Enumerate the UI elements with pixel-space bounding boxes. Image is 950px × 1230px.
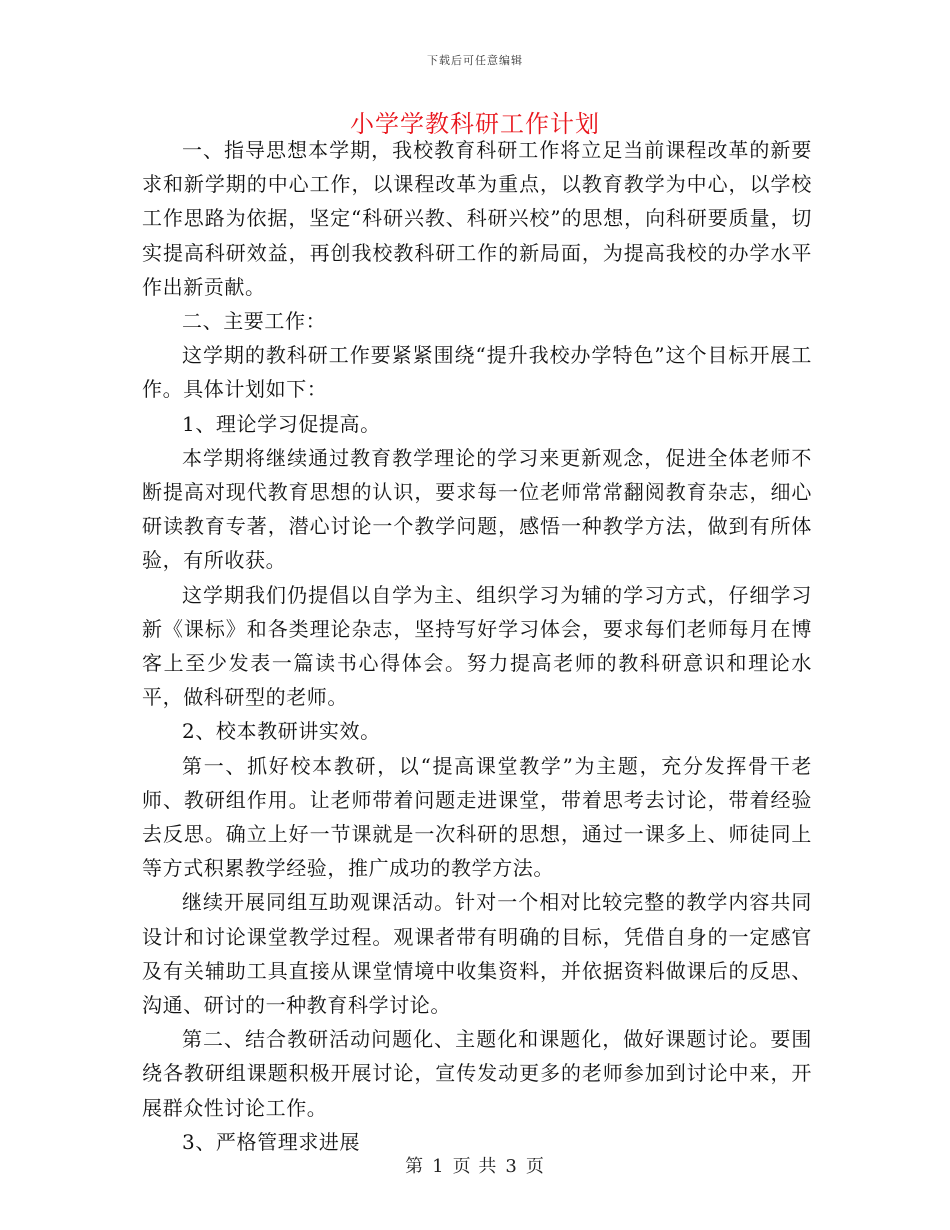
paragraph-topic-research: 第二、结合教研活动问题化、主题化和课题化，做好课题讨论。要围绕各教研组课题积极开展讨论，宣传发动更多的老师参加到讨论中来，开展群众性讨论工作。 bbox=[142, 1027, 812, 1120]
paragraph-section-1-heading: 1、理论学习促提高。 bbox=[182, 411, 381, 436]
paragraph-section-3-heading: 3、严格管理求进展 bbox=[182, 1129, 361, 1154]
document-body bbox=[142, 133, 812, 1159]
paragraph-peer-observation: 继续开展同组互助观课活动。针对一个相对比较完整的教学内容共同设计和讨论课堂教学过程。观课者带有明确的目标，凭借自身的一定感官及有关辅助工具直接从课堂情境中收集资料，并依据资料做课后的反思、沟通、研讨的一种教育科学讨论。 bbox=[142, 890, 812, 1018]
footer-page-number: 1 bbox=[432, 1156, 445, 1177]
header-note: 下载后可任意编辑 bbox=[427, 54, 523, 67]
paragraph-main-work-intro: 这学期的教科研工作要紧紧围绕“提升我校办学特色”这个目标开展工作。具体计划如下： bbox=[142, 343, 812, 402]
paragraph-section-2-heading: 2、校本教研讲实效。 bbox=[182, 719, 381, 744]
footer-middle: 页 共 bbox=[452, 1156, 498, 1177]
paragraph-theory-study: 本学期将继续通过教育教学理论的学习来更新观念，促进全体老师不断提高对现代教育思想的认识，要求每一位老师常常翻阅教育杂志，细心研读教育专著，潜心讨论一个教学问题，感悟一种教学方法，做到有所体验，有所收获。 bbox=[142, 445, 812, 573]
paragraph-school-research: 第一、抓好校本教研，以“提高课堂教学”为主题，充分发挥骨干老师、教研组作用。让老师带着问题走进课堂，带着思考去讨论，带着经验去反思。确立上好一节课就是一次科研的思想，通过一课多上、师徒同上等方式积累教学经验，推广成功的教学方法。 bbox=[142, 753, 812, 881]
footer-total-pages: 3 bbox=[505, 1156, 518, 1177]
paragraph-guiding-thought: 一、指导思想本学期，我校教育科研工作将立足当前课程改革的新要求和新学期的中心工作，以课程改革为重点，以教育教学为中心，以学校工作思路为依据，坚定“科研兴教、科研兴校”的思想，向科研要质量，切实提高科研效益，再创我校教科研工作的新局面，为提高我校的办学水平作出新贡献。 bbox=[142, 138, 812, 299]
footer-prefix: 第 bbox=[405, 1156, 425, 1177]
paragraph-self-study: 这学期我们仍提倡以自学为主、组织学习为辅的学习方式，仔细学习新《课标》和各类理论杂志，坚持写好学习体会，要求每们老师每月在博客上至少发表一篇读书心得体会。努力提高老师的教科研意识和理论水平，做科研型的老师。 bbox=[142, 582, 812, 710]
footer-suffix: 页 bbox=[525, 1156, 545, 1177]
paragraph-main-work-heading: 二、主要工作： bbox=[182, 309, 327, 334]
document-title: 小学学教科研工作计划 bbox=[350, 110, 600, 138]
page-footer bbox=[0, 1152, 950, 1178]
